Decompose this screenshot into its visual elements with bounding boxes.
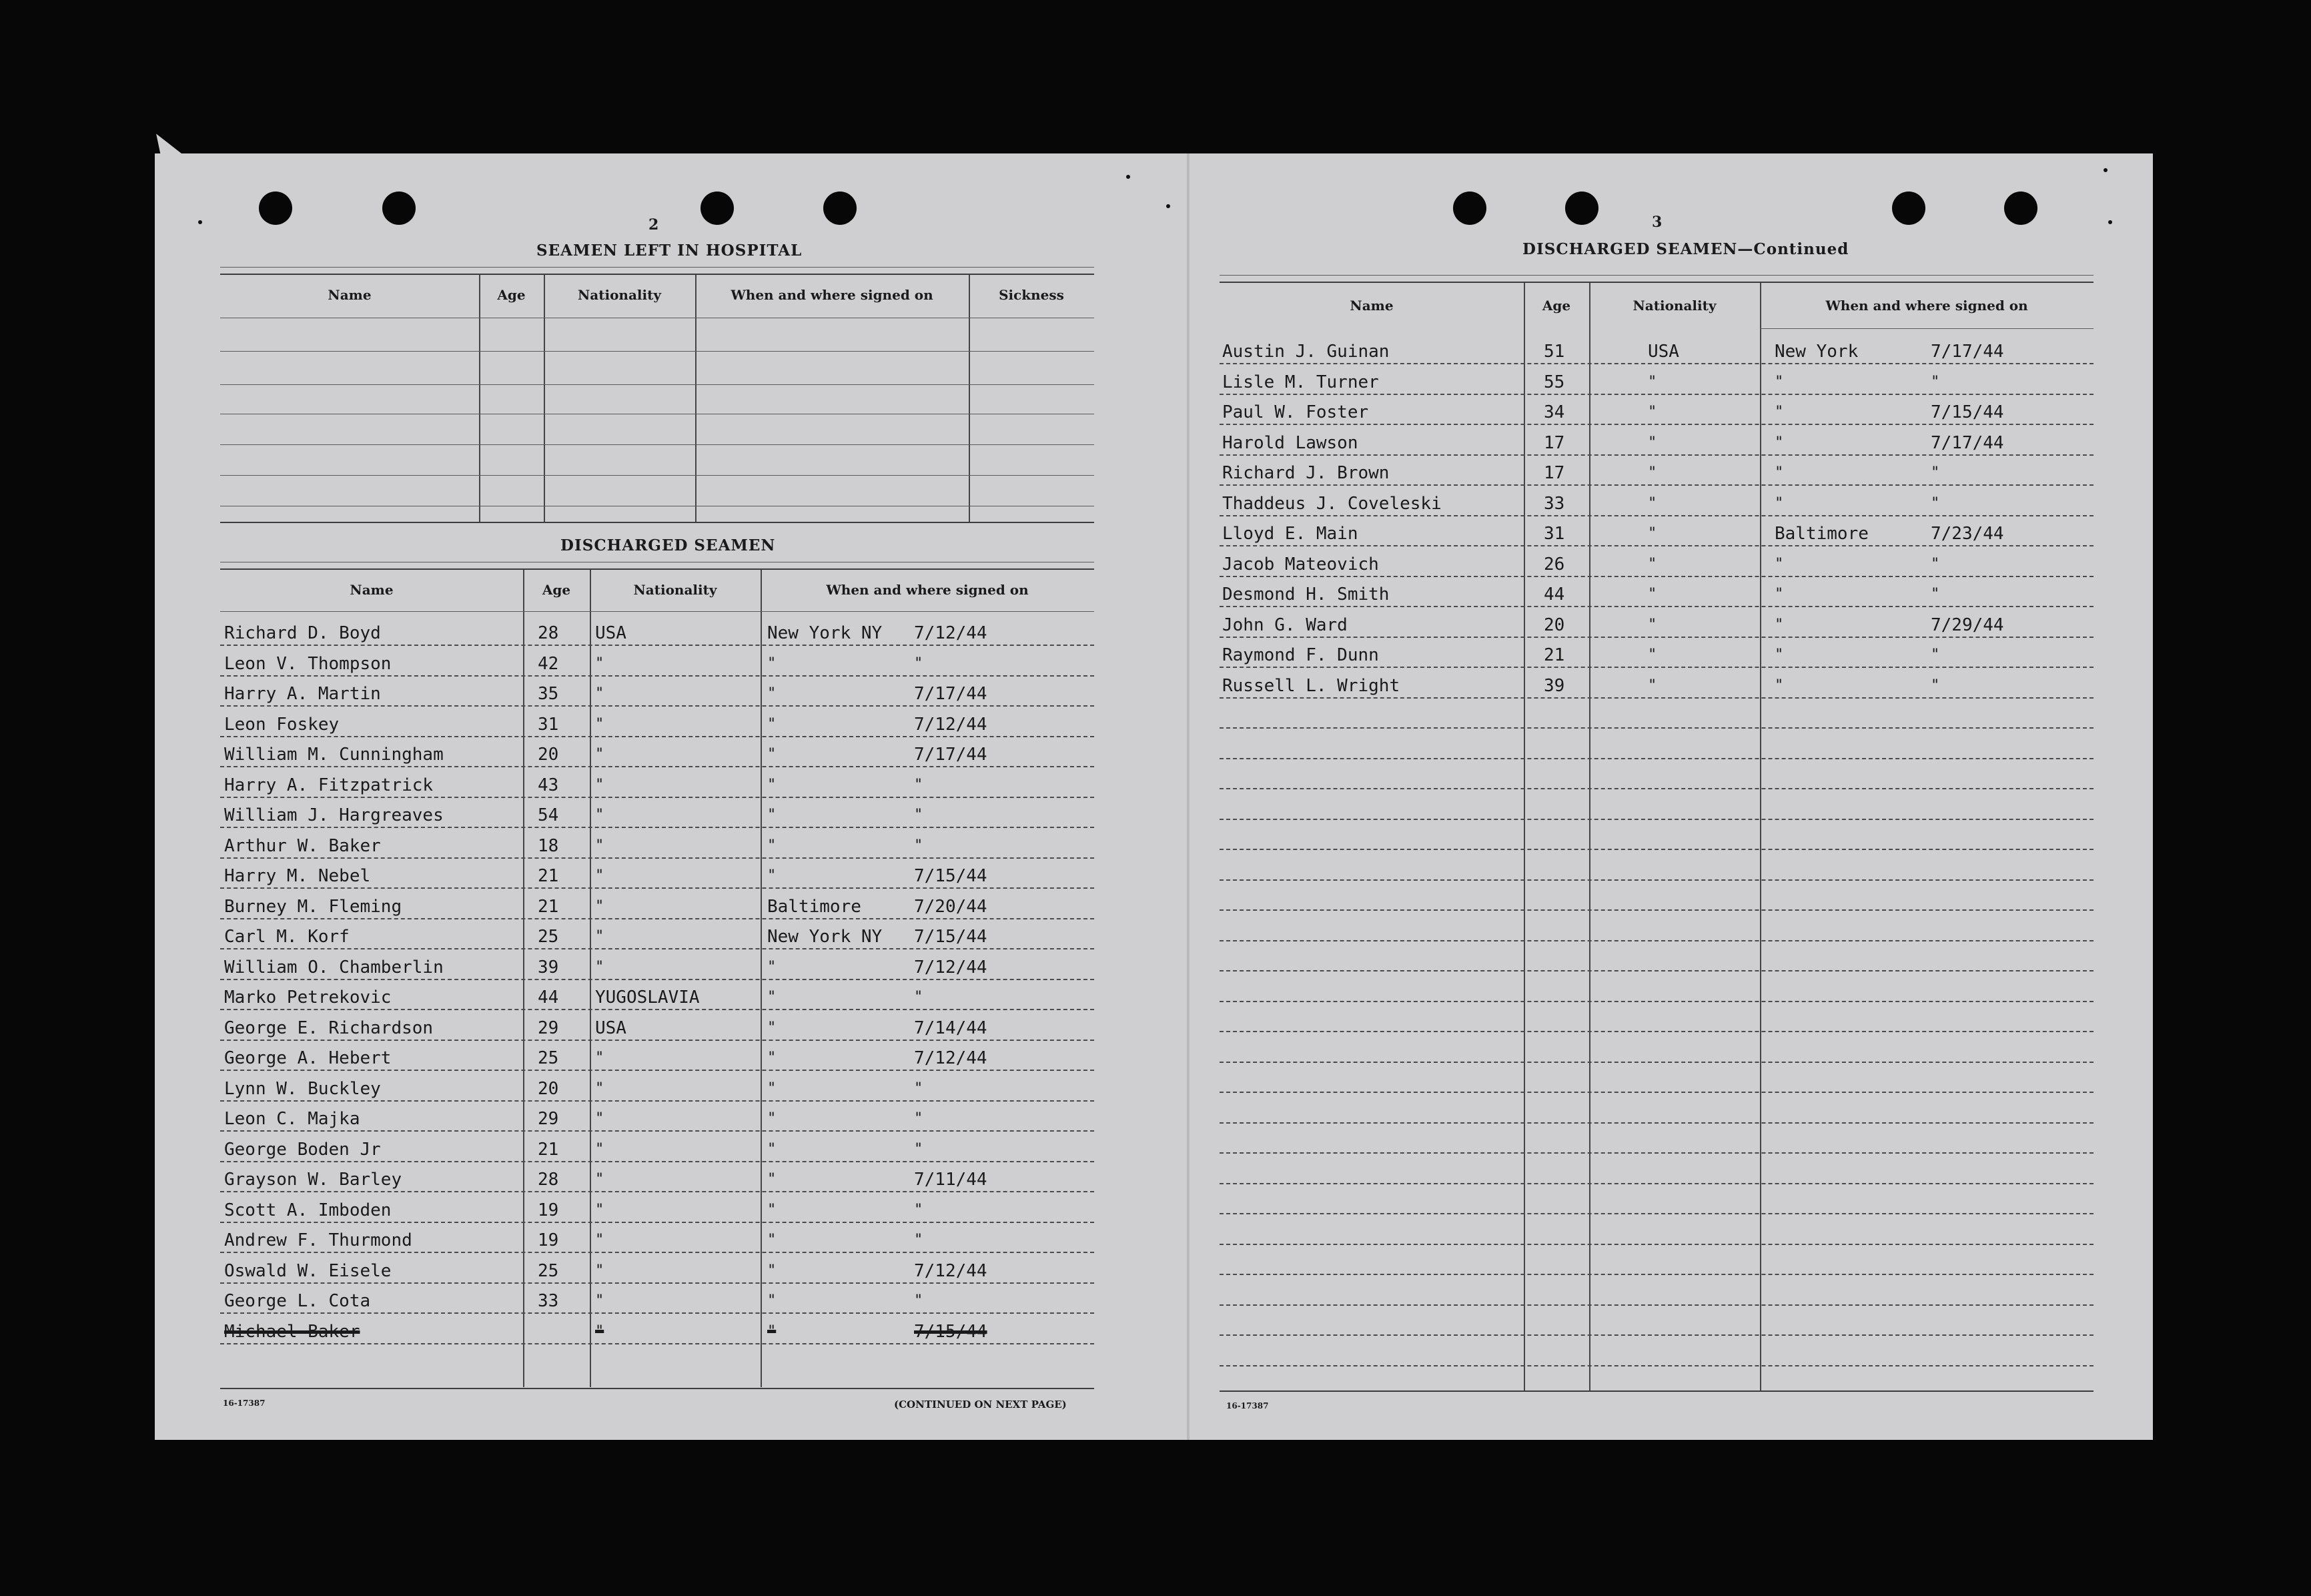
signed-on-place: " xyxy=(767,1322,777,1340)
seaman-name: George A. Hebert xyxy=(224,1048,392,1068)
seaman-nationality: " xyxy=(595,685,604,702)
seaman-nationality: " xyxy=(1648,373,1657,390)
seaman-nationality: " xyxy=(1648,464,1657,481)
col-header-age: Age xyxy=(1542,298,1571,314)
seaman-age: 31 xyxy=(538,714,559,735)
seaman-age: 54 xyxy=(538,805,559,825)
seaman-nationality: " xyxy=(1648,494,1657,512)
signed-on-place: " xyxy=(767,776,777,793)
punch-hole xyxy=(823,191,857,225)
seaman-age: 44 xyxy=(538,987,559,1008)
signed-on-place: " xyxy=(767,958,777,975)
seaman-age: 39 xyxy=(538,957,559,977)
row-rule xyxy=(220,1282,1094,1284)
row-rule xyxy=(220,1100,1094,1102)
seaman-name: Michael Baker xyxy=(224,1321,360,1342)
signed-on-date: " xyxy=(914,1292,923,1309)
page-number: 2 xyxy=(648,216,659,234)
signed-on-place: " xyxy=(1775,373,1784,390)
signed-on-place: " xyxy=(767,1262,777,1279)
signed-on-date: 7/15/44 xyxy=(914,927,987,947)
seaman-nationality: " xyxy=(595,1292,604,1309)
row-rule xyxy=(1220,576,2094,577)
punch-hole xyxy=(1565,191,1598,225)
seaman-age: 42 xyxy=(538,653,559,674)
row-rule xyxy=(1220,1152,2094,1154)
seaman-age: 39 xyxy=(1544,675,1565,696)
signed-on-date: 7/12/44 xyxy=(914,957,987,977)
seaman-age: 21 xyxy=(538,866,559,886)
page-number: 3 xyxy=(1652,214,1663,231)
signed-on-date: 7/23/44 xyxy=(1931,524,2004,544)
row-rule xyxy=(1220,1304,2094,1306)
seaman-age: 55 xyxy=(1544,372,1565,392)
row-rule xyxy=(1220,454,2094,456)
seaman-name: Raymond F. Dunn xyxy=(1222,645,1379,665)
seaman-nationality: " xyxy=(1648,647,1657,663)
seaman-name: Burney M. Fleming xyxy=(224,896,402,917)
seaman-name: Richard D. Boyd xyxy=(224,623,381,643)
col-header-name: Name xyxy=(328,287,372,303)
row-rule xyxy=(220,1343,1094,1344)
signed-on-place: " xyxy=(1775,677,1784,694)
seaman-age: 26 xyxy=(1544,554,1565,574)
row-rule xyxy=(1220,819,2094,820)
signed-on-place: " xyxy=(767,989,777,1006)
seaman-nationality: " xyxy=(595,1171,604,1188)
row-rule xyxy=(1220,1092,2094,1093)
seaman-nationality: USA xyxy=(595,623,626,643)
seaman-name: Jacob Mateovich xyxy=(1222,554,1379,574)
seaman-name: Arthur W. Baker xyxy=(224,835,381,856)
row-rule xyxy=(220,1191,1094,1192)
col-header-nationality: Nationality xyxy=(633,582,717,598)
seaman-name: Leon V. Thompson xyxy=(224,653,392,674)
col-header-signed-on: When and where signed on xyxy=(1825,298,2028,314)
signed-on-date: 7/11/44 xyxy=(914,1170,987,1190)
signed-on-place: " xyxy=(767,1292,777,1309)
row-rule xyxy=(220,1009,1094,1010)
signed-on-date: 7/17/44 xyxy=(914,745,987,765)
seaman-nationality: " xyxy=(595,1322,604,1340)
seaman-name: Thaddeus J. Coveleski xyxy=(1222,493,1442,514)
seaman-age: 28 xyxy=(538,1170,559,1190)
row-rule xyxy=(220,948,1094,949)
signed-on-date: " xyxy=(914,1201,923,1218)
row-rule xyxy=(1220,1213,2094,1214)
row-rule xyxy=(1220,1274,2094,1275)
row-rule xyxy=(220,1130,1094,1132)
signed-on-place: " xyxy=(767,1110,777,1127)
signed-on-place: " xyxy=(767,1171,777,1188)
continued-note: (CONTINUED ON NEXT PAGE) xyxy=(894,1399,1067,1411)
signed-on-date: 7/17/44 xyxy=(1931,342,2004,362)
seaman-name: Oswald W. Eisele xyxy=(224,1260,392,1281)
seaman-name: Harold Lawson xyxy=(1222,432,1358,453)
signed-on-date: " xyxy=(914,807,923,823)
seaman-name: Grayson W. Barley xyxy=(224,1170,402,1190)
seaman-age: 20 xyxy=(538,745,559,765)
seaman-age: 25 xyxy=(538,927,559,947)
discharged-continued-title: DISCHARGED SEAMEN—Continued xyxy=(1522,240,1849,258)
signed-on-place: " xyxy=(1775,464,1784,481)
row-rule xyxy=(220,918,1094,919)
seaman-nationality: " xyxy=(1648,404,1657,420)
signed-on-date: 7/15/44 xyxy=(1931,402,2004,422)
signed-on-date: 7/29/44 xyxy=(1931,615,2004,635)
seaman-age: 35 xyxy=(538,684,559,704)
seaman-name: Scott A. Imboden xyxy=(224,1200,392,1220)
row-rule xyxy=(1220,758,2094,759)
seaman-name: Russell L. Wright xyxy=(1222,675,1400,696)
signed-on-place: " xyxy=(767,715,777,733)
signed-on-date: " xyxy=(914,776,923,793)
seaman-name: Lloyd E. Main xyxy=(1222,524,1358,544)
row-rule xyxy=(220,675,1094,677)
row-rule xyxy=(1220,1183,2094,1184)
signed-on-date: 7/14/44 xyxy=(914,1018,987,1038)
signed-on-place: " xyxy=(767,807,777,823)
seaman-nationality: " xyxy=(595,867,604,884)
signed-on-date: 7/17/44 xyxy=(914,684,987,704)
signed-on-date: " xyxy=(1931,647,1940,663)
seaman-nationality: " xyxy=(595,1050,604,1066)
signed-on-date: 7/12/44 xyxy=(914,714,987,735)
signed-on-date: " xyxy=(1931,586,1940,603)
seaman-age: 21 xyxy=(538,896,559,917)
seaman-name: Lynn W. Buckley xyxy=(224,1078,381,1099)
seaman-age: 33 xyxy=(538,1291,559,1311)
seaman-age: 20 xyxy=(1544,615,1565,635)
seaman-age: 21 xyxy=(538,1139,559,1160)
row-rule xyxy=(220,797,1094,798)
seaman-nationality: USA xyxy=(595,1018,626,1038)
seaman-name: Harry A. Fitzpatrick xyxy=(224,775,434,795)
signed-on-place: New York xyxy=(1775,342,1859,362)
seaman-nationality: USA xyxy=(1648,342,1679,362)
row-rule xyxy=(1220,697,2094,699)
signed-on-place: " xyxy=(767,1201,777,1218)
seaman-nationality: " xyxy=(595,807,604,823)
seaman-name: William O. Chamberlin xyxy=(224,957,444,977)
row-rule xyxy=(1220,1122,2094,1124)
row-rule xyxy=(220,1252,1094,1253)
signed-on-date: 7/15/44 xyxy=(914,866,987,886)
row-rule xyxy=(1220,424,2094,425)
row-rule xyxy=(220,1040,1094,1041)
row-rule xyxy=(1220,970,2094,971)
seaman-name: George Boden Jr xyxy=(224,1139,381,1160)
signed-on-date: " xyxy=(1931,555,1940,572)
seaman-nationality: " xyxy=(595,837,604,854)
seaman-name: Austin J. Guinan xyxy=(1222,342,1390,362)
row-rule xyxy=(1220,606,2094,607)
row-rule xyxy=(220,857,1094,859)
row-rule xyxy=(1220,1031,2094,1032)
speck xyxy=(2104,168,2108,172)
row-rule xyxy=(1220,727,2094,729)
col-header-signed-on: When and where signed on xyxy=(826,582,1029,598)
seaman-nationality: " xyxy=(1648,525,1657,542)
seaman-age: 21 xyxy=(1544,645,1565,665)
seaman-nationality: " xyxy=(595,1110,604,1127)
seaman-age: 33 xyxy=(1544,493,1565,514)
seaman-name: John G. Ward xyxy=(1222,615,1348,635)
row-rule xyxy=(220,736,1094,737)
seaman-name: George E. Richardson xyxy=(224,1018,434,1038)
seaman-name: Harry A. Martin xyxy=(224,684,381,704)
seaman-name: Marko Petrekovic xyxy=(224,987,392,1008)
punch-hole xyxy=(1453,191,1486,225)
row-rule xyxy=(1220,394,2094,395)
seaman-name: Carl M. Korf xyxy=(224,927,350,947)
seaman-nationality: " xyxy=(595,746,604,763)
seaman-name: Paul W. Foster xyxy=(1222,402,1369,422)
seaman-nationality: " xyxy=(595,928,604,945)
signed-on-date: " xyxy=(914,1232,923,1248)
signed-on-place: " xyxy=(767,655,777,672)
seaman-nationality: " xyxy=(1648,434,1657,451)
signed-on-place: " xyxy=(1775,555,1784,572)
row-rule xyxy=(1220,484,2094,486)
signed-on-date: " xyxy=(1931,464,1940,481)
seaman-nationality: " xyxy=(1648,555,1657,572)
seaman-nationality: " xyxy=(595,897,604,915)
seaman-nationality: " xyxy=(595,1201,604,1218)
row-rule xyxy=(220,645,1094,646)
row-rule xyxy=(1220,545,2094,546)
row-rule xyxy=(1220,909,2094,911)
row-rule xyxy=(220,1161,1094,1162)
row-rule xyxy=(1220,667,2094,668)
signed-on-date: 7/20/44 xyxy=(914,896,987,917)
row-rule xyxy=(1220,940,2094,941)
signed-on-place: " xyxy=(1775,586,1784,603)
page-fold xyxy=(1187,153,1190,1440)
seaman-age: 19 xyxy=(538,1230,559,1250)
punch-hole xyxy=(259,191,292,225)
seaman-name: Leon Foskey xyxy=(224,714,340,735)
seaman-name: Lisle M. Turner xyxy=(1222,372,1379,392)
seaman-nationality: " xyxy=(595,1140,604,1158)
signed-on-place: " xyxy=(767,867,777,884)
seaman-name: Leon C. Majka xyxy=(224,1109,360,1129)
form-number: 16-17387 xyxy=(1226,1401,1269,1411)
punch-hole xyxy=(2004,191,2037,225)
row-rule xyxy=(1220,788,2094,789)
row-rule xyxy=(1220,1001,2094,1002)
signed-on-place: Baltimore xyxy=(767,896,861,917)
seaman-age: 25 xyxy=(538,1048,559,1068)
signed-on-date: " xyxy=(914,1080,923,1097)
signed-on-date: " xyxy=(1931,494,1940,512)
signed-on-date: " xyxy=(1931,677,1940,694)
form-number: 16-17387 xyxy=(223,1399,266,1408)
row-rule xyxy=(220,1222,1094,1223)
seaman-name: Harry M. Nebel xyxy=(224,866,371,886)
col-header-name: Name xyxy=(1350,298,1394,314)
seaman-age: 25 xyxy=(538,1260,559,1281)
seaman-name: Desmond H. Smith xyxy=(1222,584,1390,605)
col-header-sickness: Sickness xyxy=(999,287,1064,303)
row-rule xyxy=(1220,1244,2094,1245)
signed-on-date: " xyxy=(1931,373,1940,390)
seaman-nationality: " xyxy=(1648,616,1657,633)
seaman-age: 29 xyxy=(538,1018,559,1038)
punch-hole xyxy=(382,191,416,225)
row-rule xyxy=(1220,849,2094,850)
seaman-nationality: " xyxy=(595,958,604,975)
row-rule xyxy=(220,705,1094,707)
seaman-nationality: " xyxy=(595,655,604,672)
signed-on-date: " xyxy=(914,837,923,854)
row-rule xyxy=(1220,1365,2094,1366)
row-rule xyxy=(220,1070,1094,1071)
seaman-nationality: " xyxy=(595,1232,604,1248)
signed-on-date: 7/15/44 xyxy=(914,1321,987,1342)
seaman-name: Andrew F. Thurmond xyxy=(224,1230,412,1250)
signed-on-place: " xyxy=(1775,647,1784,663)
seaman-age: 51 xyxy=(1544,342,1565,362)
row-rule xyxy=(1220,1062,2094,1063)
row-rule xyxy=(1220,637,2094,638)
seaman-name: George L. Cota xyxy=(224,1291,371,1311)
speck xyxy=(1126,175,1130,179)
seaman-age: 31 xyxy=(1544,524,1565,544)
seaman-age: 18 xyxy=(538,835,559,856)
signed-on-date: " xyxy=(914,989,923,1006)
row-rule xyxy=(1220,879,2094,881)
seaman-name: Richard J. Brown xyxy=(1222,463,1390,483)
speck xyxy=(2108,220,2112,224)
signed-on-place: " xyxy=(767,685,777,702)
seaman-nationality: " xyxy=(1648,677,1657,694)
col-header-signed-on: When and where signed on xyxy=(731,287,933,303)
col-header-age: Age xyxy=(542,582,571,598)
seaman-age: 17 xyxy=(1544,432,1565,453)
signed-on-place: Baltimore xyxy=(1775,524,1869,544)
seaman-age: 28 xyxy=(538,623,559,643)
signed-on-place: New York NY xyxy=(767,623,883,643)
row-rule xyxy=(1220,515,2094,516)
row-rule xyxy=(220,887,1094,889)
seaman-age: 17 xyxy=(1544,463,1565,483)
signed-on-date: " xyxy=(914,655,923,672)
signed-on-place: " xyxy=(767,1232,777,1248)
col-header-age: Age xyxy=(497,287,526,303)
seaman-nationality: " xyxy=(595,776,604,793)
seaman-nationality: " xyxy=(1648,586,1657,603)
signed-on-date: 7/17/44 xyxy=(1931,432,2004,453)
signed-on-date: 7/12/44 xyxy=(914,1048,987,1068)
row-rule xyxy=(1220,363,2094,364)
row-rule xyxy=(220,1312,1094,1314)
signed-on-place: " xyxy=(767,837,777,854)
seaman-name: William M. Cunningham xyxy=(224,745,444,765)
signed-on-place: " xyxy=(767,1080,777,1097)
seaman-age: 44 xyxy=(1544,584,1565,605)
signed-on-place: " xyxy=(1775,404,1784,420)
signed-on-date: " xyxy=(914,1140,923,1158)
punch-hole xyxy=(701,191,734,225)
seaman-nationality: " xyxy=(595,1262,604,1279)
signed-on-place: " xyxy=(1775,494,1784,512)
signed-on-place: " xyxy=(767,746,777,763)
signed-on-place: " xyxy=(767,1050,777,1066)
signed-on-place: " xyxy=(767,1019,777,1036)
col-header-nationality: Nationality xyxy=(1633,298,1717,314)
row-rule xyxy=(220,979,1094,980)
signed-on-place: " xyxy=(767,1140,777,1158)
discharged-section-title: DISCHARGED SEAMEN xyxy=(560,536,776,554)
seaman-age: 20 xyxy=(538,1078,559,1099)
row-rule xyxy=(1220,1334,2094,1336)
signed-on-place: " xyxy=(1775,616,1784,633)
col-header-name: Name xyxy=(350,582,394,598)
seaman-age: 29 xyxy=(538,1109,559,1129)
hospital-section-title: SEAMEN LEFT IN HOSPITAL xyxy=(536,242,803,260)
speck xyxy=(198,220,202,224)
signed-on-place: " xyxy=(1775,434,1784,451)
punch-hole xyxy=(1892,191,1925,225)
signed-on-date: " xyxy=(914,1110,923,1127)
col-header-nationality: Nationality xyxy=(578,287,661,303)
speck xyxy=(1166,204,1170,208)
row-rule xyxy=(220,827,1094,828)
seaman-nationality: " xyxy=(595,1080,604,1097)
signed-on-date: 7/12/44 xyxy=(914,623,987,643)
seaman-age: 43 xyxy=(538,775,559,795)
signed-on-date: 7/12/44 xyxy=(914,1260,987,1281)
seaman-nationality: YUGOSLAVIA xyxy=(595,987,700,1008)
seaman-name: William J. Hargreaves xyxy=(224,805,444,825)
seaman-age: 19 xyxy=(538,1200,559,1220)
seaman-nationality: " xyxy=(595,715,604,733)
signed-on-place: New York NY xyxy=(767,927,883,947)
row-rule xyxy=(220,766,1094,767)
seaman-age: 34 xyxy=(1544,402,1565,422)
